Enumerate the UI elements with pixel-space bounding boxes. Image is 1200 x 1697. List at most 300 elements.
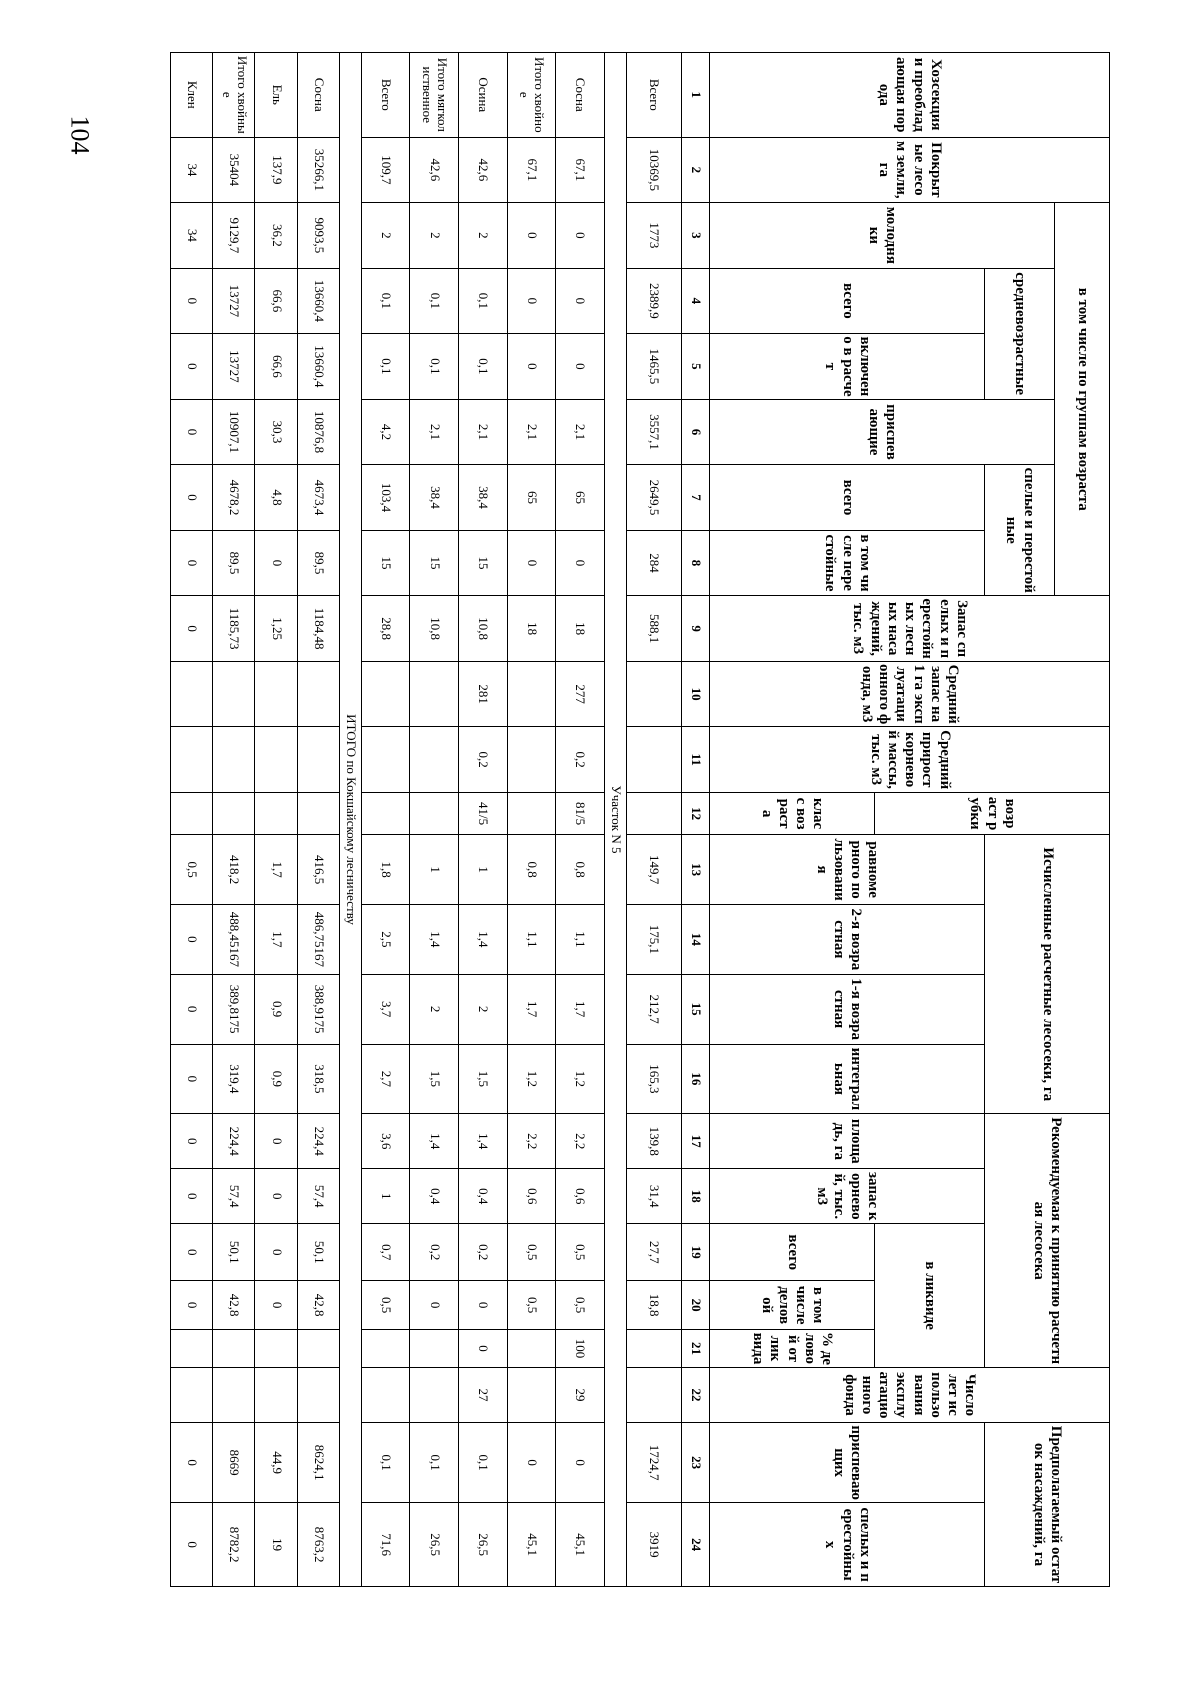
column-number: 21 bbox=[681, 1329, 709, 1367]
data-cell: 13660,4 bbox=[297, 334, 339, 400]
data-cell: 0,2 bbox=[556, 727, 605, 793]
data-cell: 0 bbox=[459, 1281, 508, 1330]
data-cell: 0,2 bbox=[459, 727, 508, 793]
data-cell: 0 bbox=[255, 1114, 297, 1169]
column-number: 4 bbox=[681, 268, 709, 334]
data-cell: 13727 bbox=[213, 334, 255, 400]
data-cell bbox=[507, 661, 556, 727]
column-number: 11 bbox=[681, 727, 709, 793]
data-cell: 0,1 bbox=[410, 334, 459, 400]
data-cell: 15 bbox=[410, 530, 459, 596]
table-row bbox=[171, 53, 213, 1587]
data-cell: 0 bbox=[171, 1114, 213, 1169]
data-cell bbox=[361, 661, 410, 727]
data-cell: 9093,5 bbox=[297, 203, 339, 269]
data-cell: 1 bbox=[361, 1169, 410, 1224]
header-years-of-use: Число лет использования эксплуатационного фонда bbox=[710, 1368, 1110, 1423]
data-cell bbox=[213, 1368, 255, 1423]
data-cell: 0,1 bbox=[361, 334, 410, 400]
data-cell: 67,1 bbox=[507, 137, 556, 203]
data-cell: 2 bbox=[459, 203, 508, 269]
data-cell: 57,4 bbox=[213, 1169, 255, 1224]
data-cell: 0,5 bbox=[361, 1281, 410, 1330]
header-liquid: в ликвиде bbox=[875, 1224, 985, 1368]
data-cell: 89,5 bbox=[297, 530, 339, 596]
table-row bbox=[361, 53, 410, 1587]
data-cell: 0 bbox=[171, 268, 213, 334]
header-liquid-total: всего bbox=[710, 1224, 875, 1281]
header-ripe-overripe: спелые и перестойные bbox=[985, 465, 1055, 596]
data-cell: 0,2 bbox=[410, 1224, 459, 1281]
data-cell: 1,1 bbox=[556, 904, 605, 974]
data-cell bbox=[507, 727, 556, 793]
data-cell bbox=[410, 1329, 459, 1367]
data-cell bbox=[626, 727, 681, 793]
data-cell: 0 bbox=[410, 1281, 459, 1330]
data-cell: 139,8 bbox=[626, 1114, 681, 1169]
data-cell: 1,4 bbox=[410, 904, 459, 974]
data-cell: 1465,5 bbox=[626, 334, 681, 400]
data-cell: 1724,7 bbox=[626, 1422, 681, 1502]
data-cell: 1184,48 bbox=[297, 596, 339, 662]
column-number-row bbox=[681, 53, 709, 1587]
data-cell: 13727 bbox=[213, 268, 255, 334]
data-cell: 8624,1 bbox=[297, 1422, 339, 1502]
data-cell bbox=[297, 792, 339, 834]
header-liquid-business: в том числе деловой bbox=[710, 1281, 875, 1330]
column-number: 16 bbox=[681, 1044, 709, 1114]
data-cell: 36,2 bbox=[255, 203, 297, 269]
species-cell: Итого хвойное bbox=[507, 53, 556, 138]
header-cutting-age: возраст рубки bbox=[875, 792, 1110, 834]
data-cell: 4,8 bbox=[255, 465, 297, 531]
data-cell bbox=[410, 792, 459, 834]
data-cell: 50,1 bbox=[213, 1224, 255, 1281]
species-cell: Итого хвойные bbox=[213, 53, 255, 138]
data-cell bbox=[410, 661, 459, 727]
data-cell: 488,45167 bbox=[213, 904, 255, 974]
column-number: 7 bbox=[681, 465, 709, 531]
data-cell: 0,1 bbox=[459, 334, 508, 400]
data-cell: 71,6 bbox=[361, 1503, 410, 1587]
column-number: 10 bbox=[681, 661, 709, 727]
data-cell: 38,4 bbox=[410, 465, 459, 531]
data-cell: 416,5 bbox=[297, 835, 339, 905]
data-cell: 0 bbox=[507, 268, 556, 334]
data-cell bbox=[213, 1329, 255, 1367]
data-cell: 41/5 bbox=[459, 792, 508, 834]
data-cell bbox=[255, 792, 297, 834]
data-cell: 0,4 bbox=[459, 1169, 508, 1224]
data-cell: 1,25 bbox=[255, 596, 297, 662]
data-cell: 10907,1 bbox=[213, 399, 255, 465]
table-row bbox=[556, 53, 605, 1587]
data-cell: 0,6 bbox=[507, 1169, 556, 1224]
data-cell: 0,1 bbox=[361, 1422, 410, 1502]
data-cell: 0,5 bbox=[171, 835, 213, 905]
data-cell: 0 bbox=[171, 1422, 213, 1502]
species-cell: Сосна bbox=[556, 53, 605, 138]
data-cell: 175,1 bbox=[626, 904, 681, 974]
data-cell: 26,5 bbox=[459, 1503, 508, 1587]
table-row bbox=[626, 53, 681, 1587]
data-cell: 0,6 bbox=[556, 1169, 605, 1224]
data-cell bbox=[213, 727, 255, 793]
data-cell: 100 bbox=[556, 1329, 605, 1367]
header-recommended-cutting: Рекомендуемая к принятию расчетная лесосека bbox=[985, 1114, 1110, 1368]
data-cell: 0,1 bbox=[459, 268, 508, 334]
data-cell bbox=[507, 1329, 556, 1367]
data-cell: 30,3 bbox=[255, 399, 297, 465]
data-cell: 0 bbox=[171, 1503, 213, 1587]
data-cell: 1,4 bbox=[459, 904, 508, 974]
data-cell: 224,4 bbox=[213, 1114, 255, 1169]
data-cell: 0,9 bbox=[255, 1044, 297, 1114]
column-number: 13 bbox=[681, 835, 709, 905]
data-cell: 0 bbox=[459, 1329, 508, 1367]
data-cell bbox=[171, 1368, 213, 1423]
data-cell: 44,9 bbox=[255, 1422, 297, 1502]
data-cell: 1,2 bbox=[556, 1044, 605, 1114]
data-cell bbox=[171, 1329, 213, 1367]
data-cell: 0 bbox=[171, 596, 213, 662]
data-cell: 486,75167 bbox=[297, 904, 339, 974]
data-cell: 42,8 bbox=[297, 1281, 339, 1330]
data-cell: 588,1 bbox=[626, 596, 681, 662]
table-row bbox=[255, 53, 297, 1587]
species-cell: Всего bbox=[361, 53, 410, 138]
data-cell: 1 bbox=[459, 835, 508, 905]
header-forested-area: Покрытые лесом земли, га bbox=[710, 137, 1110, 203]
data-cell: 2649,5 bbox=[626, 465, 681, 531]
page-number: 104 bbox=[65, 115, 95, 155]
data-cell bbox=[507, 792, 556, 834]
data-cell: 0 bbox=[171, 399, 213, 465]
table-row bbox=[297, 53, 339, 1587]
data-cell: 0 bbox=[171, 1169, 213, 1224]
data-cell: 0,8 bbox=[507, 835, 556, 905]
data-cell: 34 bbox=[171, 203, 213, 269]
data-cell: 0,8 bbox=[556, 835, 605, 905]
data-cell bbox=[213, 661, 255, 727]
header-ripe-total: всего bbox=[710, 465, 985, 531]
data-cell bbox=[171, 661, 213, 727]
data-cell: 418,2 bbox=[213, 835, 255, 905]
data-cell: 0,5 bbox=[556, 1281, 605, 1330]
data-cell: 0,5 bbox=[507, 1224, 556, 1281]
data-cell: 28,8 bbox=[361, 596, 410, 662]
data-cell: 27,7 bbox=[626, 1224, 681, 1281]
header-first-age: 1-я возрастная bbox=[710, 974, 985, 1044]
column-number: 5 bbox=[681, 334, 709, 400]
header-integral: интегральная bbox=[710, 1044, 985, 1114]
data-cell: 9129,7 bbox=[213, 203, 255, 269]
data-cell: 15 bbox=[361, 530, 410, 596]
header-maturing: приспевающие bbox=[710, 399, 1055, 465]
header-remaining-stands: Предполагаемый остаток насаждений, га bbox=[985, 1422, 1110, 1586]
header-calculated-cutting: Исчисленные расчетные лесосеки, га bbox=[985, 835, 1110, 1114]
column-number: 15 bbox=[681, 974, 709, 1044]
header-average-increment: Средний прирост корневой массы, тыс. м3 bbox=[710, 727, 1110, 793]
data-cell: 18 bbox=[556, 596, 605, 662]
data-cell: 4678,2 bbox=[213, 465, 255, 531]
data-cell: 1185,73 bbox=[213, 596, 255, 662]
species-cell: Итого мягколиственное bbox=[410, 53, 459, 138]
data-cell bbox=[626, 1368, 681, 1423]
header-middle-aged: средневозрастные bbox=[985, 268, 1055, 399]
data-cell: 212,7 bbox=[626, 974, 681, 1044]
data-cell: 2 bbox=[459, 974, 508, 1044]
data-cell: 103,4 bbox=[361, 465, 410, 531]
data-cell: 0 bbox=[556, 1422, 605, 1502]
data-cell: 65 bbox=[556, 465, 605, 531]
data-cell: 0 bbox=[556, 334, 605, 400]
data-cell bbox=[507, 1368, 556, 1423]
data-cell: 0 bbox=[171, 1224, 213, 1281]
section-title: ИТОГО по Кокшайскому лесничеству bbox=[339, 53, 361, 1587]
data-cell: 137,9 bbox=[255, 137, 297, 203]
data-cell: 35266,1 bbox=[297, 137, 339, 203]
data-cell: 389,8175 bbox=[213, 974, 255, 1044]
data-cell: 0 bbox=[507, 530, 556, 596]
data-cell: 3557,1 bbox=[626, 399, 681, 465]
column-number: 3 bbox=[681, 203, 709, 269]
data-cell: 1,5 bbox=[410, 1044, 459, 1114]
data-cell: 13660,4 bbox=[297, 268, 339, 334]
table-row bbox=[213, 53, 255, 1587]
data-cell: 0,7 bbox=[361, 1224, 410, 1281]
data-cell: 50,1 bbox=[297, 1224, 339, 1281]
data-cell: 3,7 bbox=[361, 974, 410, 1044]
data-cell: 2,2 bbox=[556, 1114, 605, 1169]
data-cell bbox=[297, 1368, 339, 1423]
data-cell bbox=[361, 1329, 410, 1367]
column-number: 2 bbox=[681, 137, 709, 203]
data-cell: 2,1 bbox=[459, 399, 508, 465]
data-cell: 27 bbox=[459, 1368, 508, 1423]
data-cell: 1 bbox=[410, 835, 459, 905]
table-row bbox=[459, 53, 508, 1587]
data-cell: 0,1 bbox=[410, 268, 459, 334]
header-middle-total: всего bbox=[710, 268, 985, 334]
header-second-age: 2-я возрастная bbox=[710, 904, 985, 974]
data-cell bbox=[297, 727, 339, 793]
data-cell: 2,7 bbox=[361, 1044, 410, 1114]
data-cell: 2,1 bbox=[507, 399, 556, 465]
data-cell: 0 bbox=[556, 268, 605, 334]
data-cell: 34 bbox=[171, 137, 213, 203]
data-cell: 165,3 bbox=[626, 1044, 681, 1114]
data-cell: 10876,8 bbox=[297, 399, 339, 465]
data-cell: 2,1 bbox=[556, 399, 605, 465]
data-cell: 0,4 bbox=[410, 1169, 459, 1224]
data-cell: 1,4 bbox=[459, 1114, 508, 1169]
column-number: 9 bbox=[681, 596, 709, 662]
rotated-table-container bbox=[170, 52, 1110, 1587]
data-cell: 0 bbox=[507, 334, 556, 400]
data-cell: 0,1 bbox=[459, 1422, 508, 1502]
data-cell bbox=[255, 1329, 297, 1367]
data-cell: 1,1 bbox=[507, 904, 556, 974]
column-number: 6 bbox=[681, 399, 709, 465]
column-number: 12 bbox=[681, 792, 709, 834]
data-cell bbox=[255, 727, 297, 793]
data-cell: 2 bbox=[410, 974, 459, 1044]
section-row bbox=[604, 53, 626, 1587]
data-cell: 42,8 bbox=[213, 1281, 255, 1330]
data-cell: 0,5 bbox=[556, 1224, 605, 1281]
data-cell: 42,6 bbox=[410, 137, 459, 203]
header-liquid-percent: % деловой от ликвида bbox=[710, 1329, 875, 1367]
data-cell: 1,7 bbox=[255, 835, 297, 905]
column-number: 24 bbox=[681, 1503, 709, 1587]
column-number: 14 bbox=[681, 904, 709, 974]
data-cell: 42,6 bbox=[459, 137, 508, 203]
data-cell: 0,5 bbox=[507, 1281, 556, 1330]
header-age-groups: в том числе по группам возраста bbox=[1055, 203, 1110, 596]
data-cell: 66,6 bbox=[255, 334, 297, 400]
data-cell: 109,7 bbox=[361, 137, 410, 203]
header-area: площадь, га bbox=[710, 1114, 985, 1169]
data-cell: 1,5 bbox=[459, 1044, 508, 1114]
data-cell: 0 bbox=[255, 1224, 297, 1281]
data-cell bbox=[626, 792, 681, 834]
data-cell: 0 bbox=[556, 203, 605, 269]
table-body bbox=[171, 53, 710, 1587]
data-cell: 35404 bbox=[213, 137, 255, 203]
data-cell: 0 bbox=[171, 1044, 213, 1114]
column-number: 17 bbox=[681, 1114, 709, 1169]
data-cell: 89,5 bbox=[213, 530, 255, 596]
header-average-stock: Средний запас на 1 га эксплуатационного фонда, м3 bbox=[710, 661, 1110, 727]
species-cell: Клен bbox=[171, 53, 213, 138]
data-cell: 1,7 bbox=[556, 974, 605, 1044]
data-cell bbox=[410, 727, 459, 793]
data-cell: 4,2 bbox=[361, 399, 410, 465]
column-number: 22 bbox=[681, 1368, 709, 1423]
data-cell: 2 bbox=[361, 203, 410, 269]
data-cell: 3919 bbox=[626, 1503, 681, 1587]
data-cell: 38,4 bbox=[459, 465, 508, 531]
data-cell: 0 bbox=[255, 1281, 297, 1330]
data-cell: 67,1 bbox=[556, 137, 605, 203]
data-cell: 81/5 bbox=[556, 792, 605, 834]
data-cell: 0 bbox=[171, 1281, 213, 1330]
data-cell: 0 bbox=[507, 1422, 556, 1502]
data-cell: 3,6 bbox=[361, 1114, 410, 1169]
data-cell: 2,2 bbox=[507, 1114, 556, 1169]
data-cell: 149,7 bbox=[626, 835, 681, 905]
header-age-class: класс возраста bbox=[710, 792, 875, 834]
data-cell: 10,8 bbox=[410, 596, 459, 662]
header-root-stock: запас корневой, тыс. м3 bbox=[710, 1169, 985, 1224]
column-number: 8 bbox=[681, 530, 709, 596]
data-cell: 0,2 bbox=[459, 1224, 508, 1281]
data-cell: 26,5 bbox=[410, 1503, 459, 1587]
data-cell: 318,5 bbox=[297, 1044, 339, 1114]
data-cell: 2389,9 bbox=[626, 268, 681, 334]
header-uniform-use: равномерного пользования bbox=[710, 835, 985, 905]
data-cell bbox=[361, 1368, 410, 1423]
data-cell bbox=[626, 1329, 681, 1367]
data-cell: 10,8 bbox=[459, 596, 508, 662]
header-species: Хозсекция и преобладающая порода bbox=[710, 53, 1110, 138]
data-cell: 4673,4 bbox=[297, 465, 339, 531]
data-cell: 45,1 bbox=[556, 1503, 605, 1587]
table-row bbox=[410, 53, 459, 1587]
data-cell: 0 bbox=[171, 530, 213, 596]
data-cell: 224,4 bbox=[297, 1114, 339, 1169]
data-cell: 18,8 bbox=[626, 1281, 681, 1330]
data-cell: 29 bbox=[556, 1368, 605, 1423]
data-cell: 0,1 bbox=[361, 268, 410, 334]
data-cell: 0 bbox=[255, 530, 297, 596]
data-cell: 0 bbox=[556, 530, 605, 596]
header-ripe-overripe-part: в том числе перестойные bbox=[710, 530, 985, 596]
data-cell bbox=[297, 1329, 339, 1367]
data-cell: 8763,2 bbox=[297, 1503, 339, 1587]
data-cell: 1773 bbox=[626, 203, 681, 269]
data-cell bbox=[361, 727, 410, 793]
data-cell bbox=[213, 792, 255, 834]
data-cell: 319,4 bbox=[213, 1044, 255, 1114]
column-number: 20 bbox=[681, 1281, 709, 1330]
species-cell: Сосна bbox=[297, 53, 339, 138]
section-title: Участок N 5 bbox=[604, 53, 626, 1587]
column-number: 23 bbox=[681, 1422, 709, 1502]
data-cell: 281 bbox=[459, 661, 508, 727]
data-cell: 10369,5 bbox=[626, 137, 681, 203]
data-cell: 19 bbox=[255, 1503, 297, 1587]
data-cell: 0 bbox=[507, 203, 556, 269]
species-cell: Ель bbox=[255, 53, 297, 138]
species-cell: Осина bbox=[459, 53, 508, 138]
data-cell: 0 bbox=[171, 465, 213, 531]
data-cell: 57,4 bbox=[297, 1169, 339, 1224]
data-cell: 0,1 bbox=[410, 1422, 459, 1502]
data-cell: 1,2 bbox=[507, 1044, 556, 1114]
data-cell bbox=[297, 661, 339, 727]
data-cell: 1,8 bbox=[361, 835, 410, 905]
data-cell: 277 bbox=[556, 661, 605, 727]
data-cell: 2,1 bbox=[410, 399, 459, 465]
data-cell: 8782,2 bbox=[213, 1503, 255, 1587]
data-cell: 18 bbox=[507, 596, 556, 662]
header-young: молодняки bbox=[710, 203, 1055, 269]
data-cell bbox=[255, 1368, 297, 1423]
data-cell: 45,1 bbox=[507, 1503, 556, 1587]
forest-calculation-table bbox=[170, 52, 1110, 1587]
data-cell: 65 bbox=[507, 465, 556, 531]
header-remain-ripe: спелых и перестойных bbox=[710, 1503, 985, 1587]
header-middle-included: включено в расчет bbox=[710, 334, 985, 400]
species-cell: Всего bbox=[626, 53, 681, 138]
data-cell: 8669 bbox=[213, 1422, 255, 1502]
column-number: 1 bbox=[681, 53, 709, 138]
data-cell bbox=[171, 792, 213, 834]
data-cell: 0 bbox=[171, 904, 213, 974]
data-cell: 388,9175 bbox=[297, 974, 339, 1044]
data-cell bbox=[361, 792, 410, 834]
data-cell: 2,5 bbox=[361, 904, 410, 974]
data-cell: 0 bbox=[171, 334, 213, 400]
column-number: 19 bbox=[681, 1224, 709, 1281]
data-cell bbox=[626, 661, 681, 727]
data-cell: 0 bbox=[171, 974, 213, 1044]
header-ripe-stock: Запас спелых и перестойных лесных насаждений, тыс. м3 bbox=[710, 596, 1110, 662]
data-cell bbox=[410, 1368, 459, 1423]
section-row bbox=[339, 53, 361, 1587]
